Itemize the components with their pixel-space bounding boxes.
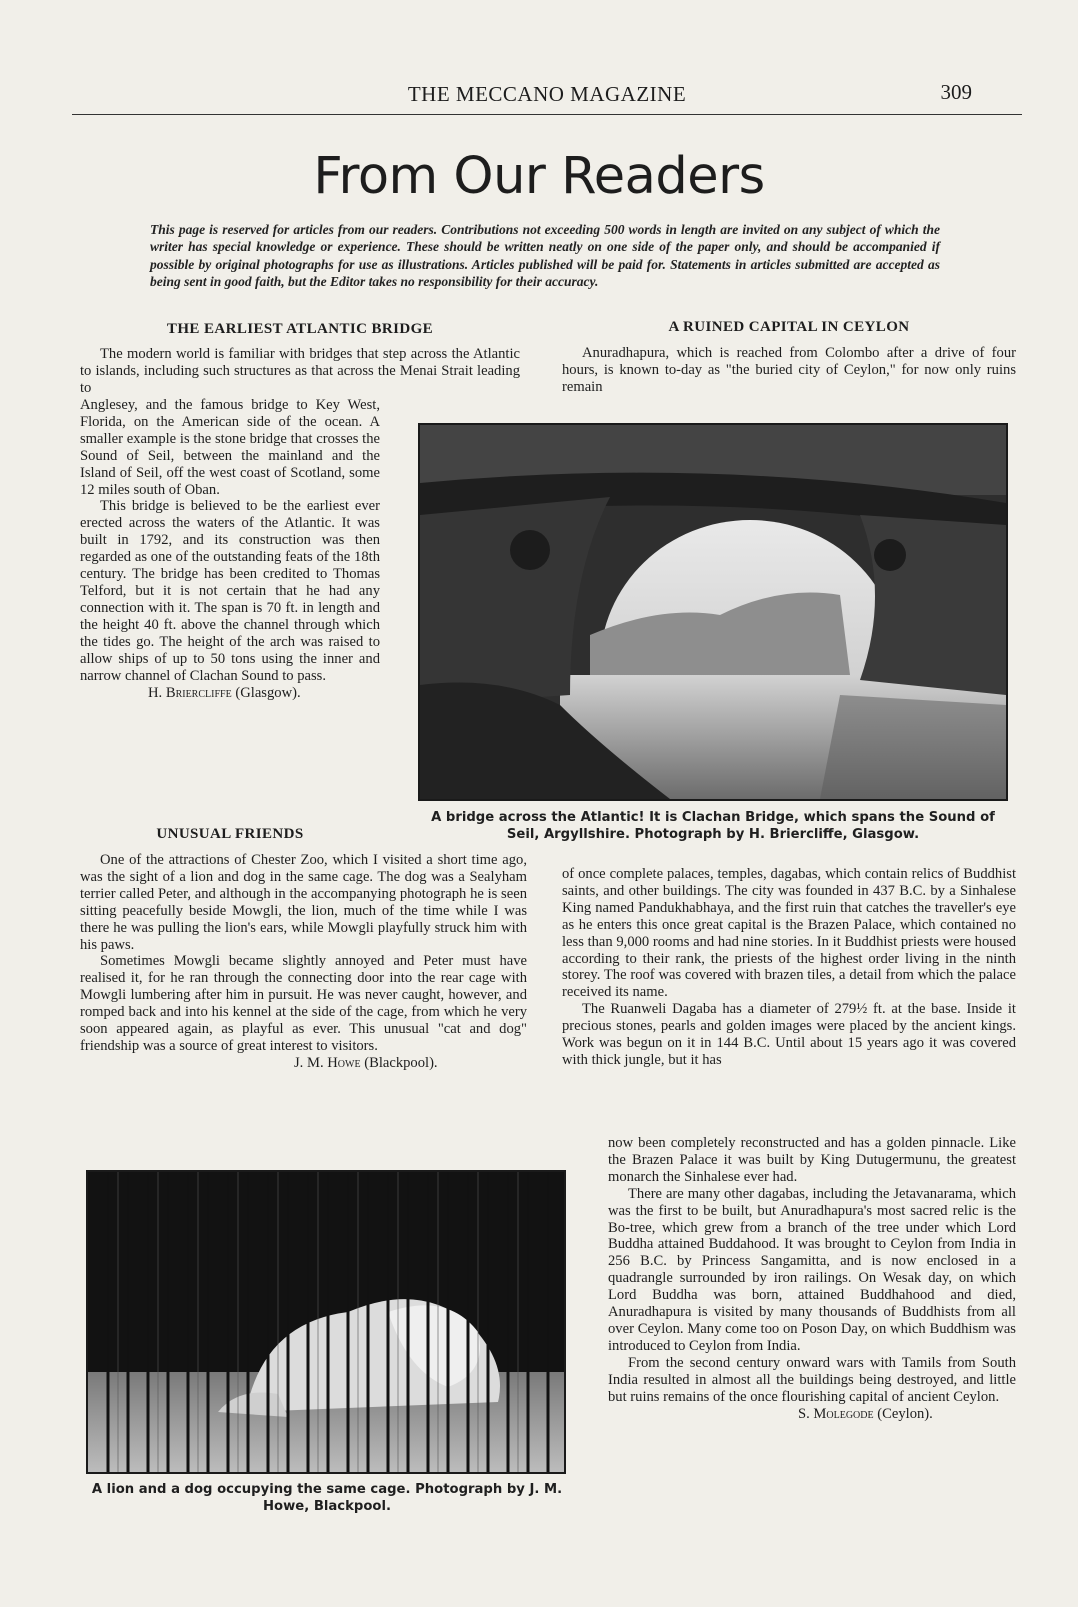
ceylon-author: S. Molegode [798,1405,874,1422]
friends-paragraph-2: Sometimes Mowgli became slightly annoyed and Peter must have realised it, for he ran through the connecting door into the rear cage with Mowgli lumbering after him in pursuit. He was never caught, however, and romped back and into his kennel at the side of the cage, from which he very soon appeared again, as playful as ever. This unusual "cat and dog" friendship was a source of great interest to visitors. [80,953,527,1054]
ceylon-paragraph-2a: The Ruanweli Dagaba has a diameter of 279½ ft. at the base. Inside it precious stones, pearls and golden images were placed by the ancient kings. Work was begun on it in 144 B.C. Until about 15 years ago it was covered with thick jungle, but it has [562,1001,1016,1068]
bridge-photo-illustration [420,425,1006,799]
article-heading-bridge: THE EARLIEST ATLANTIC BRIDGE [166,321,434,337]
ceylon-signature [608,1406,1016,1423]
article-heading-friends: UNUSUAL FRIENDS [156,826,304,842]
friends-signature [80,1055,527,1072]
bridge-paragraph-2: This bridge is believed to be the earliest ever erected across the waters of the Atlantic. It was built in 1792, and its construction was then regarded as one of the outstanding feats of the 18th century. The bridge has been credited to Thomas Telford, but it is not certain that he had any connection with it. The span is 70 ft. in length and the height 40 ft. above the channel through which the tides go. The height of the arch was raised to allow ships of up to 50 tons using the inner and narrow channel of Clachan Sound to pass. [80,498,380,684]
friends-paragraph-1: One of the attractions of Chester Zoo, which I visited a short time ago, was the sight of a lion and dog in the same cage. The dog was a Sealyham terrier called Peter, and although in the accompanying photograph he is seen sitting peacefully beside Mowgli, the lion, much of the time while I was there he was pulling the lion's ears, while Mowgli playfully struck him with his paws. [80,852,527,953]
ceylon-paragraph-4: From the second century onward wars with Tamils from South India resulted in almost all the buildings being destroyed, and little but ruins remains of the once flourishing capital of ancient Ceylon. [608,1354,1016,1405]
friends-author-place: (Blackpool). [364,1054,438,1071]
bridge-author-place: (Glasgow). [235,685,301,702]
intro-paragraph: This page is reserved for articles from our readers. Contributions not exceeding 500 words in length are invited on any subject of which the writer has special knowledge or experience. These should be written neatly on one side of the paper only, and should be accompanied if possible by original photographs for use as illustrations. Articles published will be paid for. Statements in articles submitted are accepted as being sent in good faith, but the Editor takes no responsibility for their accuracy. [150,222,940,289]
article-bridge-body [80,397,380,702]
article-bridge-lead [80,346,520,397]
bridge-photo [418,423,1008,801]
article-ceylon-body [562,866,1016,1069]
lion-photo-illustration [88,1172,564,1472]
article-ceylon-lead [562,345,1016,396]
magazine-title: THE MECCANO MAGAZINE [407,82,687,106]
ceylon-paragraph-3: There are many other dagabas, including the Jetavanarama, which was the first to be built, but Anuradhapura's most sacred relic is the Bo-tree, which grew from a branch of the tree under which Lord Buddha attained Buddahood. It was brought to Ceylon from India in 256 B.C. by Princess Sangamitta, and is now enclosed in a quadrangle surrounded by iron railings. On Wesak day, on which Lord Buddha was born, attained Buddhahood and died, Anuradhapura is visited by many thousands of Buddhists from all over Ceylon. Many come too on Poson Day, on which Buddhism was introduced to Ceylon from India. [608,1185,1016,1354]
ceylon-author-place: (Ceylon). [877,1405,933,1422]
article-ceylon-body-narrow [608,1135,1016,1422]
ceylon-paragraph-2b: now been completely reconstructed and has a golden pinnacle. Like the Brazen Palace it was built by King Dutugermunu, the greatest monarch the Sinhalese ever had. [608,1135,1016,1185]
friends-author: J. M. Howe [294,1054,361,1071]
page-number: 309 [940,80,972,104]
running-head [72,80,1022,115]
lion-photo [86,1170,566,1474]
bridge-lead-text: The modern world is familiar with bridges that step across the Atlantic to islands, including such structures as that across the Menai Strait leading to [80,346,520,396]
ceylon-lead-text: Anuradhapura, which is reached from Colombo after a drive of four hours, is known to-day as "the buried city of Ceylon," for now only ruins remain [562,345,1016,395]
article-friends-body [80,852,527,1072]
page-title: From Our Readers [313,147,765,206]
bridge-photo-caption: A bridge across the Atlantic! It is Clachan Bridge, which spans the Sound of Seil, Argyllshire. Photograph by H. Briercliffe, Glasgow. [431,810,995,842]
lion-photo-caption: A lion and a dog occupying the same cage. Photograph by J. M. Howe, Blackpool. [91,1482,563,1514]
ceylon-paragraph-1: of once complete palaces, temples, dagabas, which contain relics of Buddhist saints, and other buildings. The city was founded in 437 B.C. by a Sinhalese King named Pandukhabhaya, and the first ruin that catches the traveller's eye as he enters this once great capital is the Brazen Palace, which contained no less than 9,000 rooms and had nine stories. In it Buddhist priests were housed according to their rank, the priests of the highest order living in the ninth storey. The roof was covered with brazen tiles, a detail from which the palace received its name. [562,866,1016,1001]
article-heading-ceylon: A RUINED CAPITAL IN CEYLON [668,319,910,335]
bridge-signature [80,685,380,702]
bridge-paragraph-1: Anglesey, and the famous bridge to Key West, Florida, on the American side of the ocean. A smaller example is the stone bridge that crosses the Sound of Seil, between the mainland and the Island of Seil, off the west coast of Scotland, some 12 miles south of Oban. [80,397,380,498]
bridge-author: H. Briercliffe [148,685,232,702]
